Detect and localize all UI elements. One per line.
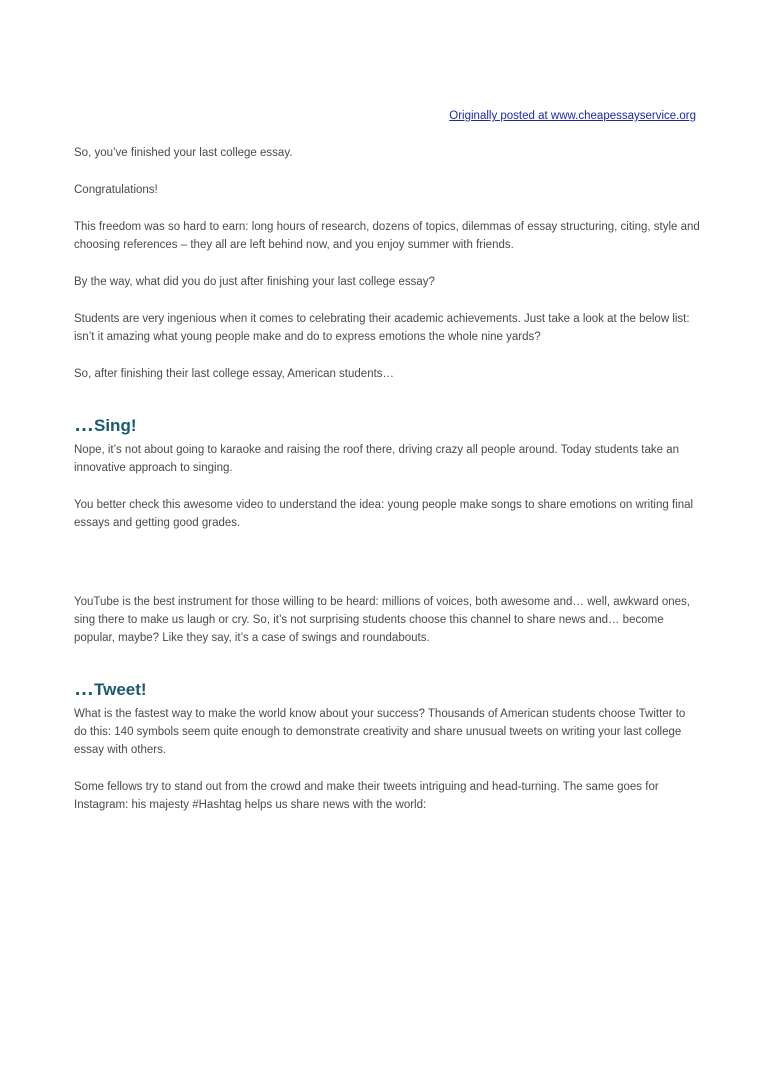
intro-paragraph-5: Students are very ingenious when it comes to celebrating their academic achievements. Just take a look at the below list: isn’t it amazing what young people make and do to express emotions the whole nine yards? [74, 313, 690, 343]
section-heading-tweet [74, 678, 700, 701]
article-body [74, 144, 700, 833]
sing-paragraph-1: Nope, it’s not about going to karaoke and raising the roof there, driving crazy all people around. Today students take an innovative approach to singing. [74, 444, 679, 474]
source-link[interactable]: Originally posted at www.cheapessayservice.org [449, 110, 696, 122]
heading-dots: … [74, 414, 94, 436]
intro-paragraph-1: So, you’ve finished your last college essay. [74, 147, 293, 159]
heading-dots: … [74, 678, 94, 700]
intro-paragraph-6: So, after finishing their last college essay, American students… [74, 368, 395, 380]
heading-text: Tweet! [94, 680, 147, 699]
video-placeholder [74, 551, 700, 593]
intro-paragraph-2: Congratulations! [74, 184, 158, 196]
tweet-paragraph-1: What is the fastest way to make the world know about your success? Thousands of American students choose Twitter to do this: 140 symbols seem quite enough to demonstrate creativity and share unusual tweets on writing your last college essay with others. [74, 708, 686, 756]
sing-paragraph-2: You better check this awesome video to understand the idea: young people make songs to share emotions on writing final essays and getting good grades. [74, 499, 694, 529]
section-heading-sing [74, 414, 700, 437]
intro-paragraph-4: By the way, what did you do just after finishing your last college essay? [74, 276, 435, 288]
tweet-paragraph-2: Some fellows try to stand out from the crowd and make their tweets intriguing and head-turning. The same goes for Instagram: his majesty #Hashtag helps us share news with the world: [74, 781, 659, 811]
intro-paragraph-3: This freedom was so hard to earn: long hours of research, dozens of topics, dilemmas of essay structuring, citing, style and choosing references – they all are left behind now, and you enjoy summer with friends. [74, 221, 700, 251]
sing-paragraph-3: YouTube is the best instrument for those willing to be heard: millions of voices, both awesome and… well, awkward ones, sing there to make us laugh or cry. So, it’s not surprising students choose this channel to share news and… become popular, maybe? Like they say, it’s a case of swings and roundabouts. [74, 596, 690, 644]
heading-text: Sing! [94, 416, 137, 435]
